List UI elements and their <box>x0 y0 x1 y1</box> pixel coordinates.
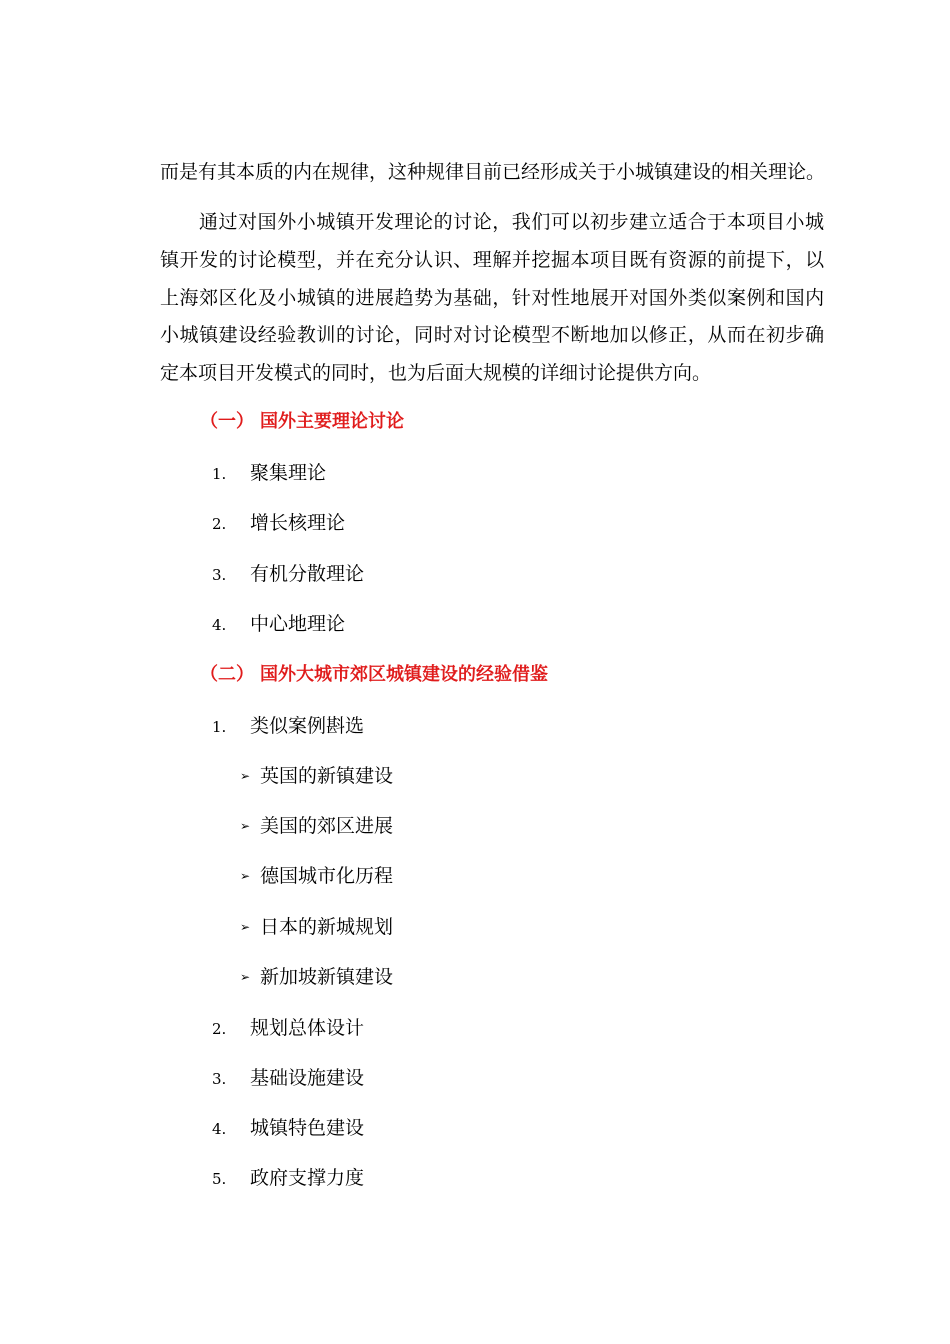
section-heading-2 <box>200 663 548 687</box>
paragraph-line: 通过对国外小城镇开发理论的讨论，我们可以初步建立适合于本项目小城 <box>199 211 825 233</box>
arrow-bullet-icon: ➢ <box>240 920 251 934</box>
list-item: 1. 类似案例斟选 <box>212 715 365 737</box>
intro-line: 而是有其本质的内在规律，这种规律目前已经形成关于小城镇建设的相关理论。 <box>160 161 826 183</box>
arrow-bullet-icon: ➢ <box>240 970 251 984</box>
sub-list-item: ➢ 英国的新镇建设 <box>240 765 394 787</box>
sub-list-item: ➢ 新加坡新镇建设 <box>240 966 394 988</box>
section-heading-1 <box>200 410 404 434</box>
section-number: （一） <box>200 411 254 432</box>
sub-list-item: ➢ 美国的郊区进展 <box>240 815 394 837</box>
section-title: 国外主要理论讨论 <box>260 411 404 432</box>
list-item: 2. 增长核理论 <box>212 512 346 534</box>
paragraph-line: 定本项目开发模式的同时，也为后面大规模的详细讨论提供方向。 <box>160 362 712 384</box>
list-item: 5. 政府支撑力度 <box>212 1167 365 1189</box>
list-item: 4. 城镇特色建设 <box>212 1117 365 1139</box>
section-number: （二） <box>200 664 254 685</box>
arrow-bullet-icon: ➢ <box>240 869 251 883</box>
paragraph-line: 镇开发的讨论模型，并在充分认识、理解并挖掘本项目既有资源的前提下，以 <box>160 249 825 271</box>
list-item: 4. 中心地理论 <box>212 613 346 635</box>
sub-list-item: ➢ 日本的新城规划 <box>240 916 394 938</box>
paragraph-line: 上海郊区化及小城镇的进展趋势为基础，针对性地展开对国外类似案例和国内 <box>160 287 825 309</box>
list-item: 1. 聚集理论 <box>212 462 327 484</box>
list-item: 3. 基础设施建设 <box>212 1067 365 1089</box>
arrow-bullet-icon: ➢ <box>240 819 251 833</box>
sub-list-item: ➢ 德国城市化历程 <box>240 865 394 887</box>
list-item: 3. 有机分散理论 <box>212 563 365 585</box>
paragraph-line: 小城镇建设经验教训的讨论，同时对讨论模型不断地加以修正，从而在初步确 <box>160 324 825 346</box>
arrow-bullet-icon: ➢ <box>240 769 251 783</box>
section-title: 国外大城市郊区城镇建设的经验借鉴 <box>260 664 548 685</box>
list-item: 2. 规划总体设计 <box>212 1017 365 1039</box>
